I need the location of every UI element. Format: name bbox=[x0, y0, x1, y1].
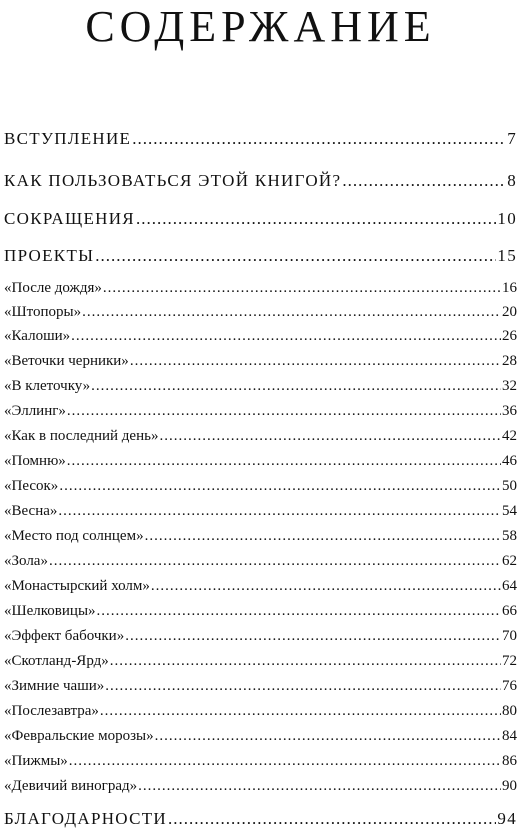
toc-page-number: 54 bbox=[502, 503, 517, 519]
toc-entry-label: «Зола» bbox=[4, 553, 48, 569]
toc-section-label: ПРОЕКТЫ bbox=[4, 246, 95, 265]
toc-page-number: 10 bbox=[497, 209, 517, 228]
dot-leader bbox=[145, 525, 501, 547]
toc-section-row bbox=[4, 243, 517, 269]
toc-entry-label: «Штопоры» bbox=[4, 304, 82, 320]
toc-page-number: 32 bbox=[502, 378, 517, 394]
dot-leader bbox=[67, 400, 501, 422]
toc-section-row bbox=[4, 126, 517, 152]
toc-entry-row bbox=[4, 725, 517, 747]
toc-section-row bbox=[4, 206, 517, 232]
toc-entry-label: «Эффект бабочки» bbox=[4, 628, 125, 644]
toc-section-label: БЛАГОДАРНОСТИ bbox=[4, 809, 167, 828]
toc-entry-row bbox=[4, 700, 517, 722]
toc-entry-row bbox=[4, 525, 517, 547]
dot-leader bbox=[110, 650, 501, 672]
dot-leader bbox=[97, 600, 501, 622]
dot-leader bbox=[100, 700, 501, 722]
toc-entry-label: «Песок» bbox=[4, 478, 59, 494]
dot-leader bbox=[59, 475, 501, 497]
toc-entry-row bbox=[4, 350, 517, 372]
toc-entry-row bbox=[4, 400, 517, 422]
toc-entry-row bbox=[4, 450, 517, 472]
toc-page-number: 80 bbox=[502, 703, 517, 719]
toc-page-number: 46 bbox=[502, 453, 517, 469]
toc-page-number: 64 bbox=[502, 578, 517, 594]
toc-entry-label: «Девичий виноград» bbox=[4, 778, 138, 794]
toc-page-number: 86 bbox=[502, 753, 517, 769]
toc-section-row bbox=[4, 806, 517, 832]
toc-entry-label: «Послезавтра» bbox=[4, 703, 99, 719]
toc-page-number: 15 bbox=[497, 246, 517, 265]
toc-entry-row bbox=[4, 425, 517, 447]
toc-page-number: 16 bbox=[502, 280, 517, 296]
toc-page-number: 66 bbox=[502, 603, 517, 619]
toc-entry-label: «Зимние чаши» bbox=[4, 678, 105, 694]
toc-page-number: 94 bbox=[497, 809, 517, 828]
toc-entry-label: «Февральские морозы» bbox=[4, 728, 154, 744]
toc-page-number: 62 bbox=[502, 553, 517, 569]
toc-page-number: 26 bbox=[502, 328, 517, 344]
dot-leader bbox=[168, 806, 496, 832]
toc-page-number: 7 bbox=[507, 129, 517, 148]
toc-entry-row bbox=[4, 325, 517, 347]
toc-page-number: 70 bbox=[502, 628, 517, 644]
dot-leader bbox=[69, 750, 501, 772]
toc-page-number: 36 bbox=[502, 403, 517, 419]
toc-page-number: 8 bbox=[507, 171, 517, 190]
toc-page-number: 72 bbox=[502, 653, 517, 669]
dot-leader bbox=[138, 775, 501, 797]
dot-leader bbox=[103, 277, 501, 299]
dot-leader bbox=[136, 206, 496, 232]
toc-page-number: 76 bbox=[502, 678, 517, 694]
dot-leader bbox=[49, 550, 501, 572]
dot-leader bbox=[130, 350, 501, 372]
toc-section-label: СОКРАЩЕНИЯ bbox=[4, 209, 135, 228]
toc-page-number: 50 bbox=[502, 478, 517, 494]
toc-section-row bbox=[4, 168, 517, 194]
toc-entry-label: «Пижмы» bbox=[4, 753, 68, 769]
toc-entry-row bbox=[4, 750, 517, 772]
toc-entry-row bbox=[4, 301, 517, 323]
dot-leader bbox=[155, 725, 501, 747]
dot-leader bbox=[91, 375, 501, 397]
toc-entry-row bbox=[4, 475, 517, 497]
toc-entry-label: «В клеточку» bbox=[4, 378, 91, 394]
toc-entry-label: «Весна» bbox=[4, 503, 58, 519]
toc-entry-row bbox=[4, 375, 517, 397]
dot-leader bbox=[67, 450, 501, 472]
dot-leader bbox=[132, 126, 506, 152]
dot-leader bbox=[105, 675, 501, 697]
toc-page-number: 84 bbox=[502, 728, 517, 744]
toc-entry-label: «Место под солнцем» bbox=[4, 528, 144, 544]
toc-entry-label: «Помню» bbox=[4, 453, 66, 469]
toc-entry-row bbox=[4, 675, 517, 697]
toc-entry-label: «Скотланд-Ярд» bbox=[4, 653, 109, 669]
dot-leader bbox=[71, 325, 501, 347]
dot-leader bbox=[159, 425, 501, 447]
dot-leader bbox=[151, 575, 501, 597]
page-title: СОДЕРЖАНИЕ bbox=[85, 2, 436, 51]
toc-page-number: 58 bbox=[502, 528, 517, 544]
dot-leader bbox=[95, 243, 496, 269]
toc-entry-label: «Как в последний день» bbox=[4, 428, 159, 444]
toc-entry-label: «Монастырский холм» bbox=[4, 578, 150, 594]
toc-entry-row bbox=[4, 625, 517, 647]
toc-section-label: ВСТУПЛЕНИЕ bbox=[4, 129, 132, 148]
toc-section-label: КАК ПОЛЬЗОВАТЬСЯ ЭТОЙ КНИГОЙ? bbox=[4, 171, 342, 190]
toc-entry-label: «Веточки черники» bbox=[4, 353, 129, 369]
toc-page-number: 42 bbox=[502, 428, 517, 444]
toc-entry-row bbox=[4, 277, 517, 299]
toc-entry-row bbox=[4, 600, 517, 622]
toc-entry-row bbox=[4, 500, 517, 522]
toc-entry-label: «Калоши» bbox=[4, 328, 71, 344]
dot-leader bbox=[58, 500, 501, 522]
toc-entry-row bbox=[4, 775, 517, 797]
toc-entry-label: «После дождя» bbox=[4, 280, 102, 296]
toc-page-number: 90 bbox=[502, 778, 517, 794]
toc-page-number: 28 bbox=[502, 353, 517, 369]
dot-leader bbox=[82, 301, 501, 323]
toc-entry-row bbox=[4, 650, 517, 672]
toc-entry-row bbox=[4, 575, 517, 597]
toc-entry-row bbox=[4, 550, 517, 572]
toc-page-number: 20 bbox=[502, 304, 517, 320]
toc-entry-label: «Эллинг» bbox=[4, 403, 66, 419]
toc-entry-label: «Шелковицы» bbox=[4, 603, 96, 619]
dot-leader bbox=[125, 625, 501, 647]
dot-leader bbox=[342, 168, 506, 194]
